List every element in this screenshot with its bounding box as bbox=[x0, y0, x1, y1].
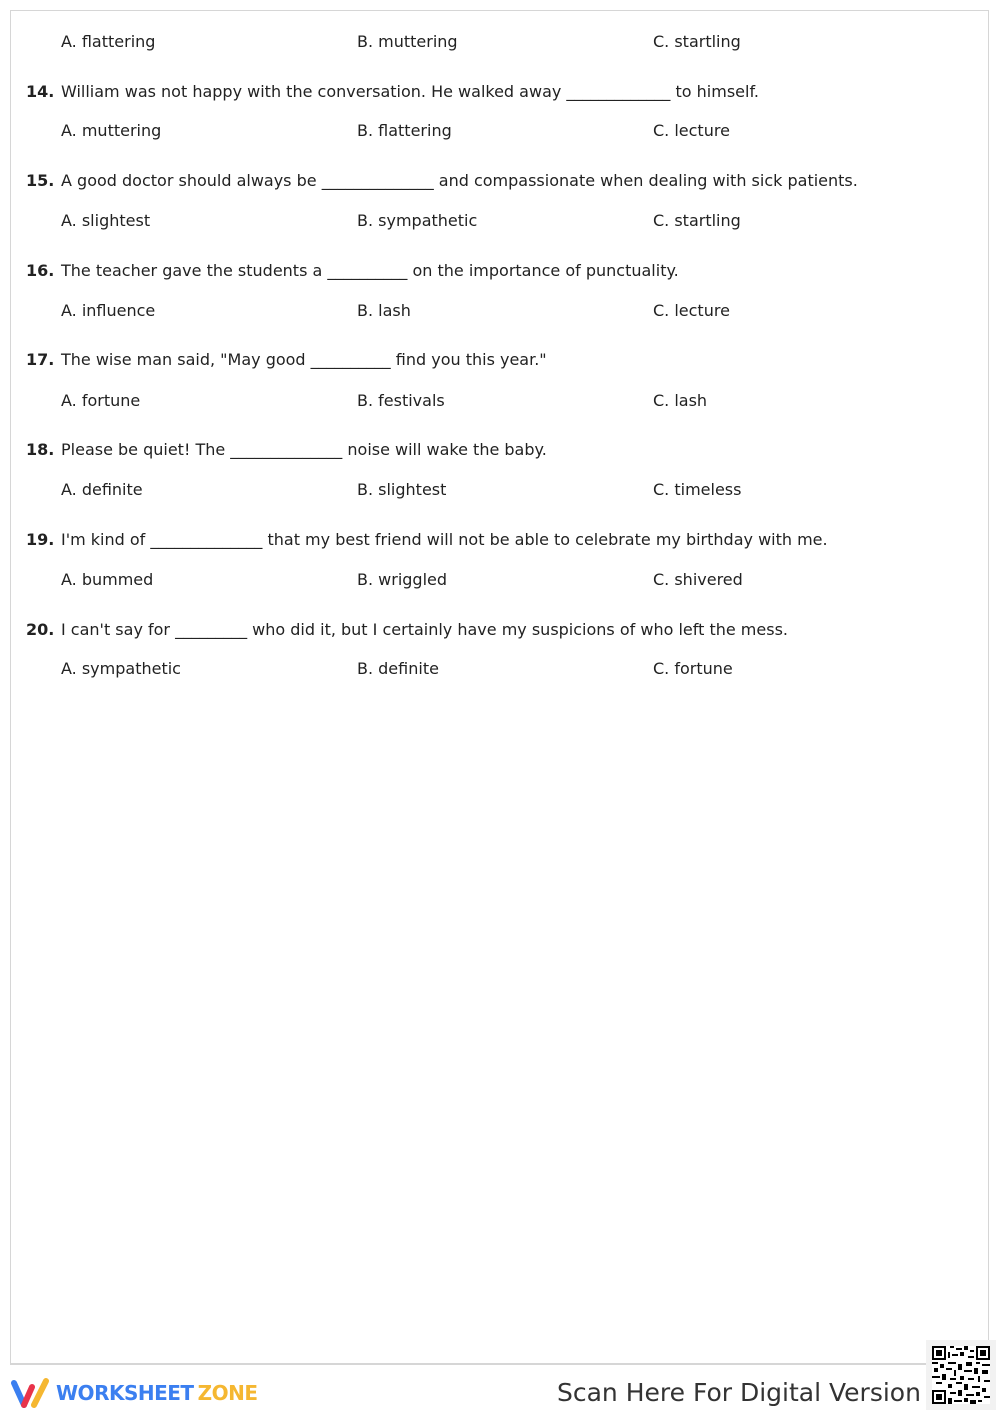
question-number: 17. bbox=[26, 350, 55, 369]
brand-name-part2: ZONE bbox=[197, 1381, 258, 1405]
worksheet-page-border bbox=[10, 10, 989, 1364]
option-b[interactable]: B. lash bbox=[357, 301, 411, 320]
option-b[interactable]: B. slightest bbox=[357, 480, 447, 499]
option-a[interactable]: A. fortune bbox=[61, 391, 141, 410]
footer-divider bbox=[10, 1364, 989, 1365]
question-text: The wise man said, "May good __________ find you this year." bbox=[61, 350, 547, 369]
question-number: 20. bbox=[26, 620, 55, 639]
option-c[interactable]: C. lash bbox=[653, 391, 708, 410]
option-a[interactable]: A. definite bbox=[61, 480, 143, 499]
question-text: I'm kind of ______________ that my best friend will not be able to celebrate my birthday with me. bbox=[61, 530, 828, 549]
question-number: 15. bbox=[26, 171, 55, 190]
option-b[interactable]: B. flattering bbox=[357, 121, 452, 140]
worksheetzone-logo[interactable] bbox=[10, 1375, 257, 1411]
brand-name-part1: WORKSHEET bbox=[56, 1381, 194, 1405]
question-number: 18. bbox=[26, 440, 55, 459]
option-a[interactable]: A. sympathetic bbox=[61, 659, 181, 678]
question-number: 19. bbox=[26, 530, 55, 549]
worksheetzone-w-icon bbox=[10, 1375, 54, 1411]
option-c[interactable]: C. timeless bbox=[653, 480, 742, 499]
question-number: 16. bbox=[26, 261, 55, 280]
option-c[interactable]: C. fortune bbox=[653, 659, 733, 678]
question-text: I can't say for _________ who did it, but I certainly have my suspicions of who left the mess. bbox=[61, 620, 788, 639]
option-b[interactable]: B. muttering bbox=[357, 32, 458, 51]
question-text: William was not happy with the conversation. He walked away _____________ to himself. bbox=[61, 82, 760, 101]
qr-code-icon bbox=[932, 1346, 990, 1404]
question-text: Please be quiet! The ______________ noise will wake the baby. bbox=[61, 440, 547, 459]
option-c[interactable]: C. startling bbox=[653, 211, 741, 230]
option-b[interactable]: B. wriggled bbox=[357, 570, 448, 589]
option-a[interactable]: A. influence bbox=[61, 301, 156, 320]
option-a[interactable]: A. slightest bbox=[61, 211, 151, 230]
option-c[interactable]: C. lecture bbox=[653, 301, 730, 320]
option-c[interactable]: C. shivered bbox=[653, 570, 743, 589]
option-b[interactable]: B. definite bbox=[357, 659, 439, 678]
qr-code[interactable] bbox=[926, 1340, 996, 1410]
option-b[interactable]: B. sympathetic bbox=[357, 211, 478, 230]
question-text: The teacher gave the students a __________ on the importance of punctuality. bbox=[61, 261, 679, 280]
option-c[interactable]: C. lecture bbox=[653, 121, 730, 140]
option-c[interactable]: C. startling bbox=[653, 32, 741, 51]
option-a[interactable]: A. bummed bbox=[61, 570, 154, 589]
question-number: 14. bbox=[26, 82, 55, 101]
option-b[interactable]: B. festivals bbox=[357, 391, 445, 410]
option-a[interactable]: A. muttering bbox=[61, 121, 162, 140]
option-a[interactable]: A. flattering bbox=[61, 32, 156, 51]
question-text: A good doctor should always be ______________ and compassionate when dealing with sick patients. bbox=[61, 171, 858, 190]
scan-instruction-text: Scan Here For Digital Version bbox=[557, 1378, 921, 1407]
